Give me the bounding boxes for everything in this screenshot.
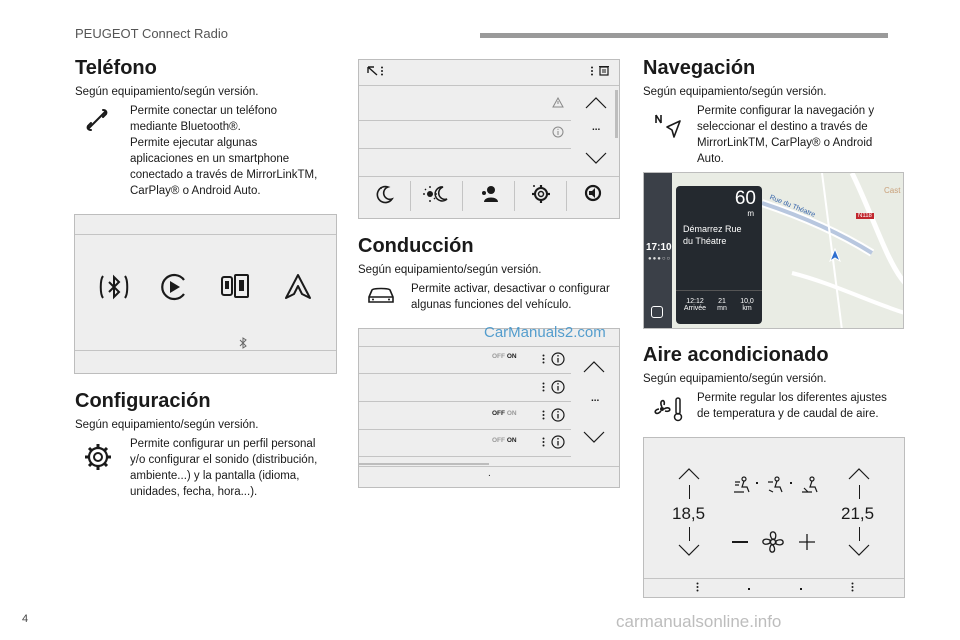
- car-icon: [366, 285, 396, 305]
- more-icon[interactable]: [542, 354, 545, 364]
- watermark-top: CarManuals2.com: [484, 324, 606, 341]
- aire-description: [697, 390, 887, 422]
- signal-dots: ●●●○○: [648, 256, 672, 262]
- configuracion-subtitle: Según equipamiento/según versión.: [75, 419, 259, 431]
- navegacion-description: [697, 103, 874, 167]
- road-label: Rue du Théatre: [768, 194, 817, 219]
- telefono-line: Permite ejecutar algunas: [130, 137, 258, 149]
- more-icon[interactable]: [380, 66, 384, 76]
- chevron-up-icon[interactable]: [585, 97, 607, 109]
- toggle-switch[interactable]: OFF ON: [492, 353, 517, 360]
- navigation-card: [676, 186, 762, 324]
- configuracion-line: Permite configurar un perfil personal: [130, 438, 316, 450]
- chevron-up-icon[interactable]: [583, 361, 605, 373]
- section-title-aire: Aire acondicionado: [643, 344, 829, 366]
- configuracion-line: ambiente...) y la pantalla (idioma,: [130, 470, 300, 482]
- conduccion-line: Permite activar, desactivar o configurar: [411, 283, 610, 295]
- telefono-line: mediante Bluetooth®.: [130, 121, 241, 133]
- configuracion-description: [130, 436, 317, 500]
- chevron-down-icon[interactable]: [583, 431, 605, 443]
- section-title-navegacion: Navegación: [643, 57, 756, 79]
- position-arrow-icon: [829, 248, 841, 262]
- telefono-line: CarPlay® o Android Auto.: [130, 185, 261, 197]
- page-number: 4: [22, 613, 29, 625]
- info-icon[interactable]: [551, 352, 565, 366]
- info-icon[interactable]: [551, 408, 565, 422]
- ellipsis-label: ...: [592, 122, 601, 133]
- bluetooth-small-icon: [239, 337, 247, 349]
- header-bar: [480, 33, 888, 38]
- temperature-left: 18,5: [672, 504, 706, 523]
- more-icon[interactable]: [542, 410, 545, 420]
- driving-screen: [358, 328, 620, 488]
- chevron-down-icon[interactable]: [848, 544, 870, 556]
- chevron-down-icon[interactable]: [585, 152, 607, 164]
- header-title: PEUGEOT Connect Radio: [75, 26, 228, 41]
- android-auto-icon[interactable]: [283, 272, 313, 302]
- watermark-bottom: carmanualsonline.info: [616, 612, 782, 631]
- telephone-screen: [74, 214, 337, 374]
- info-icon[interactable]: [551, 435, 565, 449]
- dot-label: .: [488, 468, 491, 479]
- settings-icon[interactable]: [530, 182, 552, 204]
- navegacion-line: Permite configurar la navegación y: [697, 105, 875, 117]
- navegacion-line: MirrorLinkTM, CarPlay® o Android: [697, 137, 873, 149]
- navegacion-line: seleccionar el destino a través de: [697, 121, 868, 133]
- chevron-up-icon[interactable]: [678, 468, 700, 480]
- night-mode-icon[interactable]: [375, 184, 395, 204]
- back-icon[interactable]: [365, 65, 379, 77]
- profile-icon[interactable]: [480, 184, 498, 204]
- gear-icon: [84, 443, 112, 471]
- sound-icon[interactable]: [583, 183, 603, 203]
- instruction-line: Démarrez Rue: [683, 224, 742, 234]
- trash-icon[interactable]: [599, 65, 609, 76]
- telefono-line: conectado a través de MirrorLinkTM,: [130, 169, 318, 181]
- aire-subtitle: Según equipamiento/según versión.: [643, 373, 827, 385]
- conduccion-subtitle: Según equipamiento/según versión.: [358, 264, 542, 276]
- distance-unit: m: [747, 209, 754, 218]
- conduccion-description: [411, 281, 610, 313]
- ellipsis-label: ...: [591, 393, 600, 404]
- home-button[interactable]: [651, 306, 663, 318]
- progress-line: [359, 463, 489, 465]
- temperature-right: 21,5: [841, 504, 875, 523]
- settings-screen: [358, 59, 620, 219]
- telefono-line: aplicaciones en un smartphone: [130, 153, 290, 165]
- km-remaining: 10,0 km: [740, 298, 754, 312]
- clock-time: 17:10: [646, 242, 672, 253]
- toggle-switch[interactable]: OFF ON: [492, 437, 517, 444]
- distance-value: 60: [734, 188, 756, 209]
- more-icon[interactable]: [590, 66, 594, 76]
- warning-icon: [552, 97, 564, 108]
- navegacion-line: Auto.: [697, 153, 724, 165]
- instruction-line: du Théatre: [683, 236, 727, 246]
- telefono-subtitle: Según equipamiento/según versión.: [75, 86, 259, 98]
- airflow-feet-icon[interactable]: [800, 476, 820, 494]
- telefono-line: Permite conectar un teléfono: [130, 105, 278, 117]
- phone-icon: [85, 108, 109, 132]
- bluetooth-phone-icon[interactable]: [97, 270, 131, 304]
- scrollbar[interactable]: [615, 90, 618, 138]
- carplay-icon[interactable]: [158, 272, 188, 302]
- minutes-remaining: 21 mn: [717, 298, 727, 312]
- more-icon[interactable]: [542, 382, 545, 392]
- more-icon[interactable]: [851, 582, 854, 592]
- more-icon[interactable]: [542, 437, 545, 447]
- conduccion-line: algunas funciones del vehículo.: [411, 299, 572, 311]
- aire-line: Permite regular los diferentes ajustes: [697, 392, 887, 404]
- mirrorlink-icon[interactable]: [220, 273, 250, 301]
- section-title-conduccion: Conducción: [358, 235, 474, 257]
- telefono-description: [130, 103, 317, 199]
- info-icon[interactable]: [551, 380, 565, 394]
- navigation-icon: [654, 113, 682, 141]
- section-title-telefono: Teléfono: [75, 57, 157, 79]
- road-badge: N118: [858, 213, 872, 219]
- airflow-face-icon[interactable]: [732, 476, 752, 494]
- fan-icon: [759, 528, 787, 556]
- section-title-configuracion: Configuración: [75, 390, 211, 412]
- chevron-up-icon[interactable]: [848, 468, 870, 480]
- fan-increase-button[interactable]: [798, 533, 816, 551]
- fan-temperature-icon: [650, 396, 684, 422]
- navegacion-subtitle: Según equipamiento/según versión.: [643, 86, 827, 98]
- climate-screen: [643, 437, 905, 598]
- airflow-face-feet-icon[interactable]: [765, 476, 785, 494]
- aire-line: de temperatura y de caudal de aire.: [697, 408, 879, 420]
- configuracion-line: y/o configurar el sonido (distribución,: [130, 454, 318, 466]
- toggle-switch[interactable]: OFF ON: [492, 410, 517, 417]
- chevron-down-icon[interactable]: [678, 544, 700, 556]
- more-icon[interactable]: [696, 582, 699, 592]
- configuracion-line: unidades, fecha, hora...).: [130, 486, 258, 498]
- brightness-icon[interactable]: [423, 184, 449, 204]
- place-label: Cast: [884, 186, 901, 195]
- info-icon: [552, 126, 564, 138]
- fan-decrease-button[interactable]: [732, 541, 748, 543]
- arrival-time: 12:12 Arrivée: [683, 298, 707, 312]
